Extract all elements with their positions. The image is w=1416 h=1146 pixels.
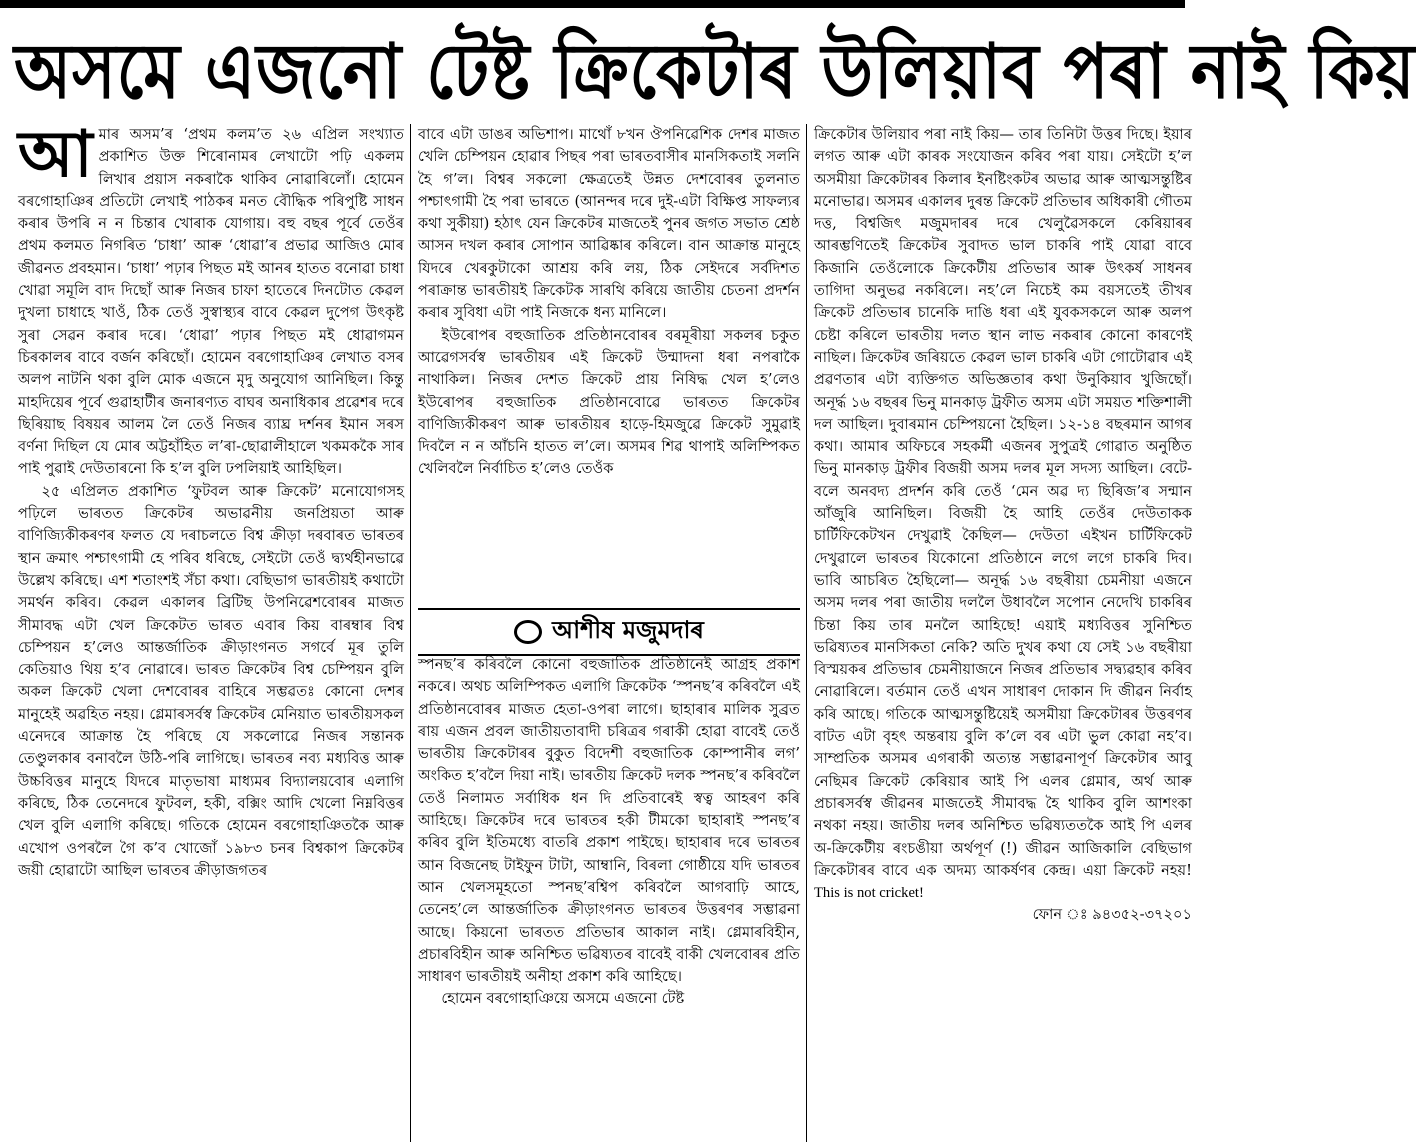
contact-phone: ফোন ঃ ৯৪৩৫২-৩৭২০১ <box>1032 906 1192 924</box>
circle-icon <box>514 620 542 644</box>
paragraph: হোমেন বৰগোহাঞিয়ে অসমে এজনো টেষ্ট <box>441 990 685 1008</box>
top-rule <box>0 0 1185 8</box>
paragraph: ২৫ এপ্ৰিলত প্ৰকাশিত ‘ফুটবল আৰু ক্ৰিকেট’ মনোযোগসহ পঢ়িলে ভাৰতত ক্ৰিকেটৰ অভাৱনীয় জনপ্ৰিয়তা আৰু বাণিজ্যিকীকৰণৰ ফলত যে দৰাচলতে বিশ্ব ক্ৰীড়া দৰবাৰত ভাৰতৰ স্থান ক্ৰমাৎ পশ্চাৎগামী হে পৰিব ধৰিছে, সেইটো তেওঁ দ্ব্যৰ্থহীনভাৱে উল্লেখ কৰিছে। এশ শতাংশই সঁচা কথা। বেছিভাগ ভাৰতীয়ই কথাটো সমৰ্থন কৰিব। কেৱল একালৰ ব্ৰিটিছ উপনিৱেশবোৰৰ মাজত সীমাবদ্ধ এটা খেল ক্ৰিকেটত ভাৰত এবাৰ কিয় বাৰম্বাৰ বিশ্ব চেম্পিয়ন হ’লেও আন্তৰ্জাতিক ক্ৰীড়াংগনত সগৰ্বে মূৰ তুলি কেতিয়াও থিয় হ’ব নোৱাৰে। ভাৰত ক্ৰিকেটৰ বিশ্ব চেম্পিয়ন বুলি অকল ক্ৰিকেট খেলা দেশবোৰৰ বাহিৰে সম্ভৱতঃ কোনো দেশৰ মানুহেই অৱহিত নহয়। গ্লেমাৰসৰ্বস্ব ক্ৰিকেটৰ মেনিয়াত ভাৰতীয়সকল এনেদৰে আক্ৰান্ত হৈ পৰিছে যে সকলোৱে নিজৰ সন্তানক তেণ্ডুলকাৰ বনাবলৈ উঠি-পৰি লাগিছে। ভাৰতৰ নব্য মধ্যবিত্ত আৰু উচ্চবিত্তৰ মানুহে যিদৰে মাতৃভাষা মাধ্যমৰ বিদ্যালয়বোৰ এলাগি কৰিছে, ঠিক তেনেদৰে ফুটবল, হকী, বক্সিং আদি খেলো নিম্নবিত্তৰ খেল বুলি এলাগি কৰিছে। গতিকে হোমেন বৰগোহাঞিতকৈ আৰু এখোপ ওপৰলৈ গৈ ক’ব খোজোঁ ১৯৮৩ চনৰ বিশ্বকাপ ক্ৰিকেটৰ জয়ী হোৱাটো আছিল ভাৰতৰ ক্ৰীড়াজগতৰ <box>18 482 404 879</box>
author-name: আশীষ মজুমদাৰ <box>552 616 704 644</box>
paragraph: ইউৰোপৰ বহুজাতিক প্ৰতিষ্ঠানবোৰৰ বৰমূৰীয়া সকলৰ চকুত আৱেগসৰ্বস্ব ভাৰতীয়ৰ এই ক্ৰিকেট উন্মাদনা ধৰা নপৰাকৈ নাথাকিল। নিজৰ দেশত ক্ৰিকেট প্ৰায় নিষিদ্ধ খেল হ’লেও ইউৰোপৰ বহুজাতিক প্ৰতিষ্ঠানবোৱে ভাৰতত ক্ৰিকেটৰ বাণিজ্যিকীকৰণ আৰু ভাৰতীয়ৰ হাড়ে-হিমজুৱে ক্ৰিকেট সুমুৱাই দিবলৈ ন ন আঁচনি হাতত ল’লে। অসমৰ শিৱ থাপাই অলিম্পিকত খেলিবলৈ নিৰ্বাচিত হ’লেও তেওঁক <box>418 326 800 478</box>
article-column-2-lower <box>418 654 800 1142</box>
paragraph: মাৰ অসম’ৰ ‘প্ৰথম কলম’ত ২৬ এপ্ৰিল সংখ্যাত প্ৰকাশিত উক্ত শিৰোনামৰ লেখাটো পঢ়ি একলম লিখাৰ প্ৰয়াস নকৰাকৈ থাকিব নোৱাৰিলোঁ। হোমেন বৰগোহাঞিৰ প্ৰতিটো লেখাই পাঠকৰ মনত বৌদ্ধিক পৰিপুষ্টি সাধন কৰাৰ উপৰি ন ন চিন্তাৰ খোৰাক যোগায়। বহু বছৰ পূৰ্বে তেওঁৰ প্ৰথম কলমত নিগৰিত ‘চাধা’ আৰু ‘ধোৱা’ৰ প্ৰভাৱ আজিও মোৰ জীৱনত প্ৰবহমান। ‘চাধা’ পঢ়াৰ পিছত মই আনৰ হাতত বনোৱা চাধা খোৱা সমূলি বাদ দিছোঁ আৰু নিজৰ চাফা হাতেৰে দিনটোত কেৱল দুখলা চাধাহে খাওঁ, ঠিক তেওঁ সুস্বাস্থ্যৰ বাবে কেৱল দুপেগ উৎকৃষ্ট সুৰা সেৱন কৰাৰ দৰে। ‘ধোৱা’ পঢ়াৰ পিছত মই ধোৱাগমন চিৰকালৰ বাবে বৰ্জন কৰিছোঁ। হোমেন বৰগোহাঞিৰ লেখাত বসৰ অলপ নাটনি থকা বুলি মোক এজনে মৃদু অনুযোগ আনিছিল। কিন্তু মাহদিয়েৰ পূৰ্বে গুৱাহাটীৰ জনাৰণ্যত বাঘৰ অনাধিকাৰ প্ৰৱেশৰ দৰে ছিৰিয়াছ বিষয়ৰ আলম লৈ তেওঁ নিজৰ ব্যাঘ্ৰ দৰ্শনৰ ইমান সৰস বৰ্ণনা দিছিল যে মোৰ অট্টহাঁহিত ল’ৰা-ছোৱালীহালে খকমককৈ সাৰ পাই পুৱাই দেউতাৰনো কি হ’ল বুলি ঢপলিয়াই আহিছিল। <box>18 126 404 478</box>
column-divider <box>410 124 411 1142</box>
article-column-1 <box>18 118 404 1142</box>
column-divider <box>806 124 807 1142</box>
paragraph: বাবে এটা ডাঙৰ অভিশাপ। মাথোঁ ৮খন ঔপনিৱেশিক দেশৰ মাজত খেলি চেম্পিয়ন হোৱাৰ পিছৰ পৰা ভাৰতবাসীৰ মানসিকতাই সলনি হৈ গ’ল। বিশ্বৰ সকলো ক্ষেত্ৰতেই উন্নত দেশবোৰৰ তুলনাত পশ্চাৎগামী হৈ পৰা ভাৰতে (আনন্দৰ দৰে দুই-এটা বিক্ষিপ্ত সাফল্যৰ কথা সুকীয়া) হঠাৎ যেন ক্ৰিকেটৰ মাজতেই পুনৰ জগত সভাত শ্ৰেষ্ঠ আসন দখল কৰাৰ সোপান আৱিষ্কাৰ কৰিলে। বান আক্ৰান্ত মানুহে যিদৰে খেৰকুটাকো আশ্ৰয় কৰি লয়, ঠিক সেইদৰে সৰ্বদিশত পৰাক্ৰান্ত ভাৰতীয়ই ক্ৰিকেটক সাৰথি কৰিয়ে জাতীয় চেতনা প্ৰদৰ্শন কৰাৰ সুবিধা এটা পাই নিজকে ধন্য মানিলে। <box>418 126 800 322</box>
headline: অসমে এজনো টেষ্ট ক্ৰিকেটাৰ উলিয়াব পৰা নাই কিয় <box>14 27 1416 116</box>
closing-remark: This is not cricket! <box>814 885 924 902</box>
article-column-2 <box>418 124 800 609</box>
paragraph-text: ক্ৰিকেটাৰ উলিয়াব পৰা নাই কিয়— তাৰ তিনিটা উত্তৰ দিছে। ইয়াৰ লগত আৰু এটা কাৰক সংযোজন কৰিব পৰা যায়। সেইটো হ’ল অসমীয়া ক্ৰিকেটাৰৰ কিলাৰ ইনষ্টিংকটৰ অভাৱ আৰু আত্মসন্তুষ্টিৰ মনোভাৱ। অসমৰ একালৰ দুৰন্ত ক্ৰিকেট প্ৰতিভাৰ অধিকাৰী গৌতম দত্ত, বিশ্বজিৎ মজুমদাৰৰ দৰে খেলুৱৈসকলে কেৰিয়াৰৰ আৰম্ভণিতেই ক্ৰিকেটৰ সুবাদত ভাল চাকৰি পাই যোৱা বাবে কিজানি তেওঁলোকে ক্ৰিকেটীয় প্ৰতিভাৰ আৰু উৎকৰ্ষ সাধনৰ তাগিদা অনুভৱ নকৰিলে। নহ’লে নিচেই কম বয়সতেই তীখৰ ক্ৰিকেট প্ৰতিভাৰ চানেকি দাঙি ধৰা এই যুবকসকলে আৰু অলপ চেষ্টা কৰিলে ভাৰতীয় দলত স্থান লাভ নকৰাৰ কোনো কাৰণেই নাছিল। ক্ৰিকেটৰ জৰিয়তে কেৱল ভাল চাকৰি এটা গোটোৱাৰ এই প্ৰৱণতাৰ এটা ব্যক্তিগত অভিজ্ঞতাৰ কথা উনুকিয়াব খুজিছোঁ। অনূৰ্দ্ধ ১৬ বছৰৰ ভিনু মানকাড় ট্ৰফীত অসম এটা সময়ত শক্তিশালী দল আছিল। দুবাৰমান চেম্পিয়নো হৈছিল। ১২-১৪ বছৰমান আগৰ কথা। আমাৰ অফিচৰে সহকৰ্মী এজনৰ সুপুত্ৰই গোৱাত অনুষ্ঠিত ভিনু মানকাড় ট্ৰফীৰ বিজয়ী অসম দলৰ মূল সদস্য আছিল। বেটে-বলে অনবদ্য প্ৰদৰ্শন কৰি তেওঁ ‘মেন অৱ দ্য ছিৰিজ’ৰ সন্মান আঁজুৰি আনিছিল। বিজয়ী হৈ আহি তেওঁৰ দেউতাকক চাৰ্টিফিকেটখন দেখুৱাই কৈছিল— দেউতা এইখন চাৰ্টিফিকেট দেখুৱালে ভাৰতৰ যিকোনো প্ৰতিষ্ঠানে লগে লগে চাকৰি দিব। ভাবি আচৰিত হৈছিলো— অনূৰ্দ্ধ ১৬ বছৰীয়া চেমনীয়া এজনে অসম দলৰ পৰা জাতীয় দললৈ উধাবলৈ সপোন নেদেখি চাকৰিৰ চিন্তা কিয় তাৰ মনলৈ আহিছে! এয়াই মধ্যবিত্তৰ সুনিশ্চিত ভৱিষ্যতৰ মানসিকতা নেকি? অতি দুখৰ কথা যে সেই ১৬ বছৰীয়া বিস্ময়কৰ প্ৰতিভাৰ চেমনীয়াজনে নিজৰ প্ৰতিভাৰ সদ্ব্যৱহাৰ কৰিব নোৱাৰিলে। বৰ্তমান তেওঁ এখন সাধাৰণ দোকান দি জীৱন নিৰ্বাহ কৰি আছে। গতিকে আত্মসন্তুষ্টিয়েই অসমীয়া ক্ৰিকেটাৰৰ উত্তৰণৰ বাটত এটা বৃহৎ অন্তৰায় বুলি ক’লে বৰ এটা ভুল কোৱা নহ’ব। সাম্প্ৰতিক অসমৰ এগৰাকী অত্যন্ত সম্ভাৱনাপূৰ্ণ ক্ৰিকেটাৰ আবু নেছিমৰ ক্ৰিকেট কেৰিয়াৰ আই পি এলৰ গ্লেমাৰ, অৰ্থ আৰু প্ৰচাৰসৰ্বস্ব জীৱনৰ মাজতেই সীমাবদ্ধ হৈ থাকিব বুলি আশংকা নথকা নহয়। জাতীয় দলৰ অনিশ্চিত ভৱিষ্যততকৈ আই পি এলৰ অ-ক্ৰিকেটীয় ৰংচঙীয়া অৰ্থপূৰ্ণ (!) জীৱন আজিকালি বেছিভাগ ক্ৰিকেটাৰৰ বাবে এক অদম্য আকৰ্ষণৰ কেন্দ্ৰ। এয়া ক্ৰিকেট নহয়! <box>814 126 1192 879</box>
paragraph <box>814 124 1192 904</box>
byline <box>418 608 800 656</box>
paragraph: স্পনছ’ৰ কৰিবলৈ কোনো বহুজাতিক প্ৰতিষ্ঠানেই আগ্ৰহ প্ৰকাশ নকৰে। অথচ অলিম্পিকত এলাগি ক্ৰিকেটক ‘স্পনছ’ৰ কৰিবলৈ এই প্ৰতিষ্ঠানবোৰৰ মাজত হেতা-ওপৰা লাগে। ছাহাৰাৰ মালিক সুব্ৰত ৰায় এজন প্ৰবল জাতীয়তাবাদী চৰিত্ৰৰ গৰাকী হোৱা বাবেই তেওঁ ভাৰতীয় ক্ৰিকেটাৰৰ বুকুত বিদেশী বহুজাতিক কোম্পানীৰ লগ’ অংকিত হ’বলৈ দিয়া নাই। ভাৰতীয় ক্ৰিকেট দলক স্পনছ’ৰ কৰিবলৈ তেওঁ নিলামত সৰ্বাধিক ধন দি প্ৰতিবাৰেই স্বত্ব আহৰণ কৰি আহিছে। ক্ৰিকেটৰ দৰে ভাৰতৰ হকী টীমকো ছাহাৰাই স্পনছ’ৰ কৰিব বুলি ইতিমধ্যে বাতৰি প্ৰকাশ পাইছে। ছাহাৰাৰ দৰে ভাৰতৰ আন বিজনেছ টাইফুন টাটা, আম্বানি, বিৰলা গোষ্ঠীয়ে যদি ভাৰতৰ আন খেলসমূহতো স্পনছ’ৰশ্বিপ কৰিবলৈ আগবাঢ়ি আহে, তেনেহ’লে আন্তৰ্জাতিক ক্ৰীড়াংগনত ভাৰতৰ উত্তৰণৰ সম্ভাৱনা আছে। কিয়নো ভাৰতত প্ৰতিভাৰ আকাল নাই। গ্লেমাৰবিহীন, প্ৰচাৰবিহীন আৰু অনিশ্চিত ভৱিষ্যতৰ বাবেই বাকী খেলবোৰৰ প্ৰতি সাধাৰণ ভাৰতীয়ই অনীহা প্ৰকাশ কৰি আহিছে। <box>418 656 800 986</box>
drop-cap: আ <box>18 118 93 192</box>
article-column-3 <box>814 124 1192 1142</box>
